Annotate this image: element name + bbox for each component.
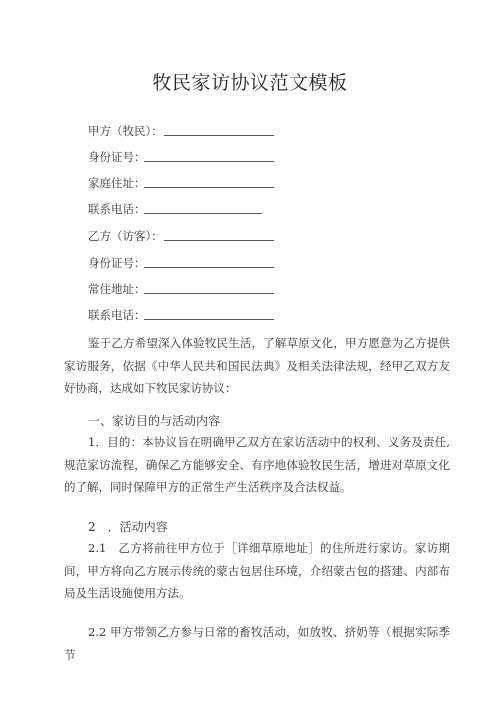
blank-line xyxy=(144,213,262,214)
blank-line xyxy=(164,135,274,136)
clause-1-paragraph: 1．目的：本协议旨在明确甲乙双方在家访活动中的权利、义务及责任,规范家访流程，确保乙方能够安全、有序地体验牧民生活，增进对草原文化的了解，同时保障甲方的正常生产生活秩序及合法权益。 xyxy=(64,435,450,495)
blank-line xyxy=(144,161,274,162)
field-label: 家庭住址： xyxy=(88,176,146,190)
field-label: 联系电话： xyxy=(88,308,146,322)
field-label: 身份证号： xyxy=(88,150,146,164)
clause-2-1-paragraph: 2.1 乙方将前往甲方位于［详细草原地址］的住所进行家访。家访期间，甲方将向乙方展示传统的蒙古包居住环境，介绍蒙古包的搭建、内部布局及生活设施使用方法。 xyxy=(64,541,450,601)
section-heading: 一、家访目的与活动内容 xyxy=(88,414,221,428)
party-a-phone-field xyxy=(88,202,146,216)
blank-line xyxy=(144,293,274,294)
party-b-name-field xyxy=(88,229,163,243)
field-label: 乙方（访客）： xyxy=(88,229,163,243)
blank-line xyxy=(164,240,274,241)
field-label: 身份证号： xyxy=(88,256,146,270)
party-b-id-field xyxy=(88,256,146,270)
party-a-address-field xyxy=(88,176,146,190)
intro-paragraph: 鉴于乙方希望深入体验牧民生活，了解草原文化，甲方愿意为乙方提供家访服务，依据《中华人民共和国民法典》及相关法律法规，经甲乙双方友好协商，达成如下牧民家访协议： xyxy=(64,336,450,396)
blank-line xyxy=(144,187,274,188)
field-label: 常住地址： xyxy=(88,282,146,296)
party-b-phone-field xyxy=(88,308,146,322)
document-title: 牧民家访协议范文模板 xyxy=(152,72,348,94)
blank-line xyxy=(144,267,274,268)
field-label: 甲方（牧民）： xyxy=(88,124,163,138)
field-label: 联系电话： xyxy=(88,202,146,216)
clause-2-2-paragraph: 2.2 甲方带领乙方参与日常的畜牧活动，如放牧、挤奶等（根据实际季节 xyxy=(64,625,450,662)
party-b-address-field xyxy=(88,282,146,296)
party-a-id-field xyxy=(88,150,146,164)
clause-2-heading: 2 ．活动内容 xyxy=(88,520,168,534)
party-a-name-field xyxy=(88,124,163,138)
blank-line xyxy=(144,319,274,320)
